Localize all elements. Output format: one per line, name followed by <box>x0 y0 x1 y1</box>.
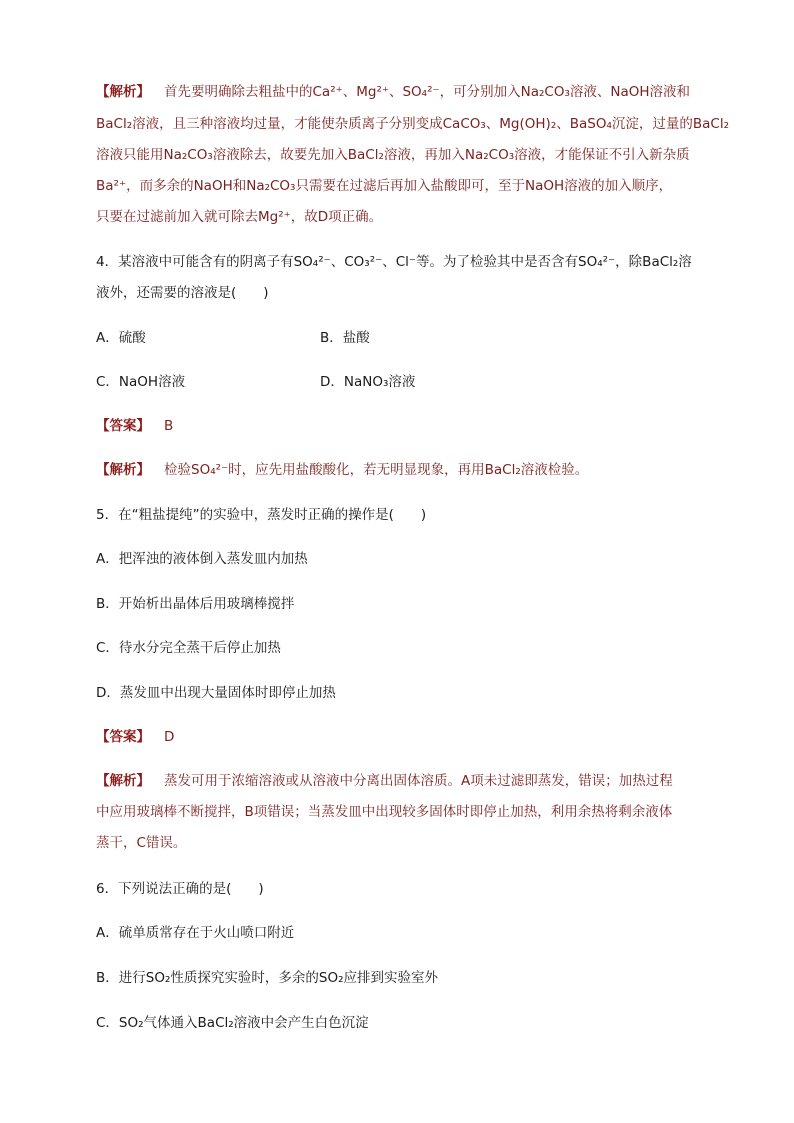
question-5-option-d: D．蒸发皿中出现大量固体时即停止加热 <box>96 685 336 701</box>
explanation-3-line-3: 溶液只能用Na₂CO₃溶液除去，故要先加入BaCl₂溶液，再加入Na₂CO₃溶液，才能保证不引入新杂质 <box>96 147 690 163</box>
question-5-answer <box>96 725 700 745</box>
explanation-3-line-2: BaCl₂溶液，且三种溶液均过量，才能使杂质离子分别变成CaCO₃、Mg(OH)₂、BaSO₄沉淀，过量的BaCl₂ <box>96 116 729 132</box>
question-5-explanation-line-2: 中应用玻璃棒不断搅拌，B项错误；当蒸发皿中出现较多固体时即停止加热，利用余热将剩余液体 <box>96 804 673 820</box>
answer-tag: 【答案】 <box>96 418 150 434</box>
question-6-option-c: C．SO₂气体通入BaCl₂溶液中会产生白色沉淀 <box>96 1015 369 1031</box>
question-6-option-a: A．硫单质常存在于火山喷口附近 <box>96 925 295 941</box>
answer-value: D <box>164 729 175 745</box>
explanation-tag: 【解析】 <box>96 773 150 789</box>
answer-tag: 【答案】 <box>96 729 150 745</box>
explanation-tag: 【解析】 <box>96 462 150 478</box>
question-4-stem-line-1: 4．某溶液中可能含有的阴离子有SO₄²⁻、CO₃²⁻、Cl⁻等。为了检验其中是否含有SO₄²⁻，除BaCl₂溶 <box>96 254 692 270</box>
question-4-option-c: C．NaOH溶液 <box>96 374 186 390</box>
explanation-3-line-4: Ba²⁺，而多余的NaOH和Na₂CO₃只需要在过滤后再加入盐酸即可，至于NaOH溶液的加入顺序， <box>96 178 673 194</box>
answer-value: B <box>164 418 174 434</box>
question-6-option-b: B．进行SO₂性质探究实验时，多余的SO₂应排到实验室外 <box>96 970 438 986</box>
question-5-option-b: B．开始析出晶体后用玻璃棒搅拌 <box>96 596 295 612</box>
question-4-option-d: D．NaNO₃溶液 <box>320 374 416 390</box>
question-6-stem: 6．下列说法正确的是( ) <box>96 881 264 897</box>
question-5-stem: 5．在“粗盐提纯”的实验中，蒸发时正确的操作是( ) <box>96 507 427 523</box>
explanation-tag: 【解析】 <box>96 84 150 100</box>
explanation-3-line-1: 【解析】 首先要明确除去粗盐中的Ca²⁺、Mg²⁺、SO₄²⁻，可分别加入Na₂CO₃溶液、NaOH溶液和 <box>96 84 691 100</box>
question-4-option-a: A．硫酸 <box>96 330 146 346</box>
question-4-stem-line-2: 液外，还需要的溶液是( ) <box>96 285 269 301</box>
question-5-option-a: A．把浑浊的液体倒入蒸发皿内加热 <box>96 551 308 567</box>
question-4-option-b: B．盐酸 <box>320 330 370 346</box>
explanation-3-line-5: 只要在过滤前加入就可除去Mg²⁺，故D项正确。 <box>96 209 383 225</box>
question-4-answer <box>96 414 700 434</box>
question-5-option-c: C．待水分完全蒸干后停止加热 <box>96 640 281 656</box>
question-4-explanation: 【解析】 检验SO₄²⁻时，应先用盐酸酸化，若无明显现象，再用BaCl₂溶液检验。 <box>96 462 589 478</box>
question-5-explanation-line-1: 【解析】 蒸发可用于浓缩溶液或从溶液中分离出固体溶质。A项未过滤即蒸发，错误；加热过程 <box>96 773 673 789</box>
question-5-explanation-line-3: 蒸干，C错误。 <box>96 835 187 851</box>
